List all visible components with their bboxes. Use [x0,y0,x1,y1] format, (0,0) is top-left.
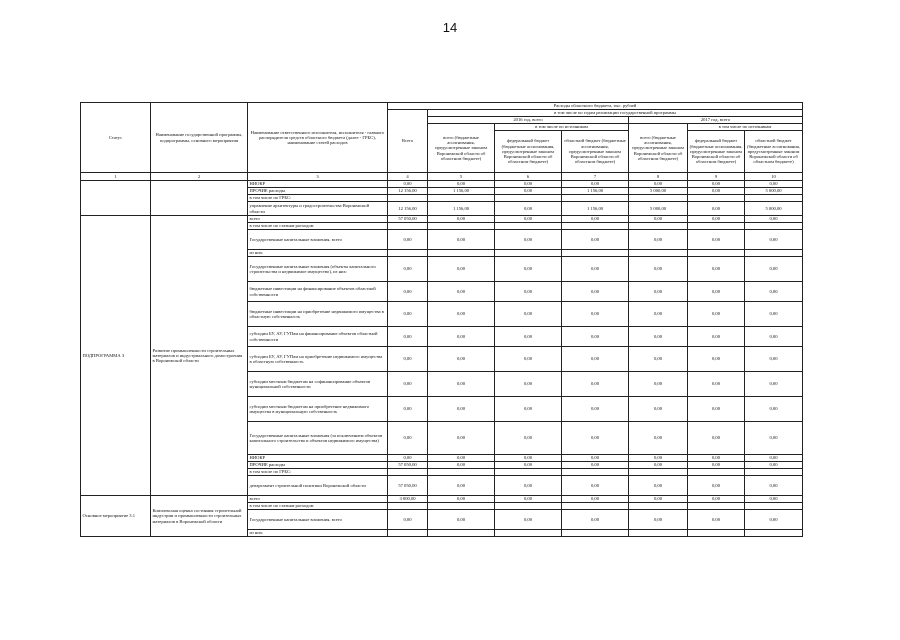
amount-cell [629,530,688,537]
header-status: Статус [81,103,151,173]
amount-cell: 0,00 [388,230,428,250]
amount-cell [428,503,495,510]
amount-cell: 3 000,00 [388,496,428,503]
amount-cell: 0,00 [495,302,562,327]
amount-cell [428,469,495,476]
amount-cell: 0,00 [562,181,629,188]
amount-cell: 0,00 [745,422,803,455]
amount-cell [688,530,745,537]
amount-cell [562,530,629,537]
header-2017-subtotal: всего (бюджетные ассигнования, предусмотренные законом Воронежской области об областном бюджете) [629,124,688,173]
amount-cell: 0,00 [388,510,428,530]
amount-cell: 0,00 [388,397,428,422]
amount-cell: 0,00 [428,257,495,282]
amount-cell [629,195,688,202]
status-cell: ПОДПРОГРАММА 3 [81,216,151,496]
expense-label-cell: субсидии БУ, АУ, ГУПам на приобретение недвижимого имущества в областную собственность [248,347,388,372]
expense-label-cell: Государственные капитальные вложения (за исключением объектов капитального строительства и объектов недвижимого имущества) [248,422,388,455]
amount-cell: 0,00 [428,455,495,462]
amount-cell: 0,00 [745,257,803,282]
amount-cell [629,250,688,257]
expense-label-cell: в том числе по статьям расходов: [248,503,388,510]
amount-cell: 0,00 [745,327,803,347]
amount-cell: 0,00 [629,181,688,188]
amount-cell: 0,00 [745,476,803,496]
amount-cell [745,530,803,537]
column-number: 1 [81,173,151,181]
amount-cell: 0,00 [428,496,495,503]
expense-label-cell: в том числе по статьям расходов: [248,223,388,230]
expense-label-cell: в том числе по ГРБС: [248,195,388,202]
amount-cell: 0,00 [745,455,803,462]
amount-cell: 0,00 [495,327,562,347]
amount-cell [495,530,562,537]
program-name-cell: Комплексная оценка состояния строительной индустрии и промышленности строительных материалов в Воронежской области [151,496,248,537]
column-number: 10 [745,173,803,181]
amount-cell: 0,00 [428,282,495,302]
amount-cell: 0,00 [562,230,629,250]
column-number: 5 [428,173,495,181]
header-2017-by-sources: в том числе по источникам [688,124,803,131]
header-executor-name: Наименование ответственного исполнителя, исполнителя - главного распорядителя средств областного бюджета (далее - ГРБС), наименование статей расходов [248,103,388,173]
amount-cell [629,469,688,476]
amount-cell: 0,00 [688,347,745,372]
header-budget-title: Расходы областного бюджета, тыс. рублей [388,103,803,110]
amount-cell: 0,00 [745,397,803,422]
amount-cell: 0,00 [562,476,629,496]
amount-cell [688,250,745,257]
header-2017-federal: федеральный бюджет (бюджетные ассигнования, предусмотренные законом Воронежской области об областном бюджете) [688,131,745,173]
expense-label-cell: субсидии БУ, АУ, ГУПам на финансирование объектов областной собственности [248,327,388,347]
amount-cell [428,530,495,537]
amount-cell: 0,00 [745,181,803,188]
amount-cell: 5 000,00 [629,202,688,216]
amount-cell: 0,00 [495,462,562,469]
amount-cell [388,469,428,476]
column-number: 2 [151,173,248,181]
amount-cell: 0,00 [629,397,688,422]
amount-cell: 0,00 [688,510,745,530]
amount-cell: 0,00 [562,327,629,347]
amount-cell: 0,00 [629,327,688,347]
amount-cell [562,195,629,202]
expense-label-cell: департамент строительной политики Воронежской области [248,476,388,496]
amount-cell [428,195,495,202]
amount-cell: 0,00 [688,476,745,496]
amount-cell [495,469,562,476]
amount-cell [688,195,745,202]
column-number: 8 [629,173,688,181]
header-2016-subtotal: всего (бюджетные ассигнования, предусмотренные законом Воронежской области об областном бюджете) [428,124,495,173]
amount-cell: 0,00 [428,302,495,327]
amount-cell [562,223,629,230]
amount-cell: 0,00 [562,422,629,455]
amount-cell: 0,00 [495,397,562,422]
amount-cell: 0,00 [688,181,745,188]
amount-cell: 0,00 [745,230,803,250]
amount-cell [388,250,428,257]
amount-cell: 0,00 [629,216,688,223]
amount-cell: 0,00 [562,510,629,530]
amount-cell: 0,00 [388,282,428,302]
amount-cell: 0,00 [629,510,688,530]
header-2016-regional: областной бюджет (бюджетные ассигнования, предусмотренные законом Воронежской области об областном бюджете) [562,131,629,173]
amount-cell: 0,00 [388,181,428,188]
amount-cell: 0,00 [495,476,562,496]
amount-cell: 0,00 [688,327,745,347]
amount-cell: 0,00 [629,302,688,327]
amount-cell: 0,00 [428,510,495,530]
amount-cell: 0,00 [688,422,745,455]
column-number-row [81,173,803,181]
amount-cell: 0,00 [688,202,745,216]
amount-cell: 0,00 [688,216,745,223]
amount-cell [688,223,745,230]
amount-cell: 0,00 [688,302,745,327]
expense-label-cell: всего [248,216,388,223]
amount-cell [745,250,803,257]
amount-cell: 0,00 [495,188,562,195]
amount-cell [495,250,562,257]
amount-cell: 0,00 [562,372,629,397]
amount-cell: 0,00 [388,327,428,347]
amount-cell: 1 156,00 [562,188,629,195]
amount-cell: 0,00 [629,347,688,372]
amount-cell: 0,00 [629,282,688,302]
program-name-cell [151,181,248,216]
amount-cell: 5 000,00 [629,188,688,195]
column-number: 4 [388,173,428,181]
program-name-cell: Развитие промышленности строительных материалов и индустриального домостроения в Воронежской области [151,216,248,496]
amount-cell: 12 156,00 [388,202,428,216]
amount-cell: 0,00 [562,462,629,469]
status-cell [81,181,151,216]
amount-cell: 0,00 [495,372,562,397]
amount-cell: 0,00 [629,422,688,455]
amount-cell: 57 050,00 [388,462,428,469]
amount-cell: 0,00 [629,496,688,503]
amount-cell: 0,00 [562,347,629,372]
amount-cell: 5 000,00 [745,202,803,216]
amount-cell [688,503,745,510]
expense-label-cell: субсидии местным бюджетам на приобретение недвижимого имущества в муниципальную собственность [248,397,388,422]
expense-label-cell: в том числе по ГРБС: [248,469,388,476]
expense-label-cell: НИОКР [248,455,388,462]
amount-cell: 0,00 [428,372,495,397]
column-number: 6 [495,173,562,181]
expense-label-cell: Государственные капитальные вложения, всего [248,510,388,530]
column-number: 9 [688,173,745,181]
amount-cell: 0,00 [562,282,629,302]
amount-cell: 0,00 [388,455,428,462]
amount-cell: 0,00 [629,230,688,250]
amount-cell: 0,00 [688,230,745,250]
amount-cell: 0,00 [495,510,562,530]
expense-label-cell: Государственные капитальные вложения (объекты капитального строительства и недвижимое имущество), из них: [248,257,388,282]
table-row [81,496,803,503]
amount-cell: 0,00 [495,455,562,462]
table-row [81,216,803,223]
amount-cell: 0,00 [629,455,688,462]
expense-label-cell: НИОКР [248,181,388,188]
amount-cell: 0,00 [745,462,803,469]
expense-label-cell: из них: [248,530,388,537]
amount-cell: 0,00 [388,347,428,372]
amount-cell: 0,00 [745,496,803,503]
amount-cell: 0,00 [688,397,745,422]
amount-cell [562,250,629,257]
amount-cell: 0,00 [495,347,562,372]
amount-cell: 0,00 [745,372,803,397]
amount-cell [745,223,803,230]
amount-cell: 5 000,00 [745,188,803,195]
amount-cell [688,469,745,476]
amount-cell: 0,00 [495,230,562,250]
amount-cell: 0,00 [562,302,629,327]
amount-cell: 0,00 [428,462,495,469]
amount-cell: 0,00 [562,455,629,462]
amount-cell: 0,00 [629,257,688,282]
page-number: 14 [442,20,458,35]
amount-cell: 0,00 [495,181,562,188]
amount-cell: 0,00 [629,462,688,469]
amount-cell: 0,00 [388,422,428,455]
amount-cell [745,469,803,476]
amount-cell: 0,00 [428,422,495,455]
amount-cell [629,503,688,510]
header-program-name: Наименование государственной программы, подпрограммы, основного мероприятия [151,103,248,173]
amount-cell [388,223,428,230]
amount-cell [428,250,495,257]
header-by-years: в том числе по годам реализации государственной программы [428,110,803,117]
amount-cell: 1 156,00 [562,202,629,216]
amount-cell: 0,00 [562,496,629,503]
table-header [81,103,803,181]
amount-cell: 0,00 [688,282,745,302]
amount-cell: 0,00 [562,216,629,223]
amount-cell: 0,00 [562,257,629,282]
amount-cell: 0,00 [688,257,745,282]
amount-cell [388,195,428,202]
amount-cell: 0,00 [745,282,803,302]
amount-cell: 0,00 [388,257,428,282]
expense-label-cell: субсидии местным бюджетам на софинансирование объектов муниципальной собственности [248,372,388,397]
amount-cell: 12 156,00 [388,188,428,195]
amount-cell: 0,00 [388,372,428,397]
amount-cell: 0,00 [629,372,688,397]
amount-cell: 0,00 [428,181,495,188]
amount-cell: 0,00 [428,327,495,347]
header-total: Всего [388,110,428,173]
amount-cell [388,503,428,510]
column-number: 7 [562,173,629,181]
amount-cell: 0,00 [495,282,562,302]
amount-cell: 0,00 [495,496,562,503]
amount-cell: 57 050,00 [388,216,428,223]
expense-label-cell: Государственные капитальные вложения, всего [248,230,388,250]
amount-cell: 0,00 [495,422,562,455]
expense-label-cell: из них: [248,250,388,257]
amount-cell: 0,00 [688,455,745,462]
header-2016-federal: федеральный бюджет (бюджетные ассигнования, предусмотренные законом Воронежской области об областном бюджете) [495,131,562,173]
amount-cell: 0,00 [629,476,688,496]
amount-cell: 0,00 [428,476,495,496]
table-row [81,181,803,188]
amount-cell: 0,00 [428,347,495,372]
amount-cell: 0,00 [428,397,495,422]
header-2017-regional: областной бюджет (бюджетные ассигнования, предусмотренные законом Воронежской области об областном бюджете) [745,131,803,173]
amount-cell: 0,00 [688,372,745,397]
amount-cell [388,530,428,537]
amount-cell [745,503,803,510]
amount-cell: 0,00 [495,216,562,223]
amount-cell: 0,00 [688,462,745,469]
column-number: 3 [248,173,388,181]
amount-cell: 1 156,00 [428,188,495,195]
amount-cell: 0,00 [428,216,495,223]
expense-label-cell: управление архитектуры и градостроительства Воронежской области [248,202,388,216]
amount-cell: 0,00 [562,397,629,422]
amount-cell: 0,00 [745,302,803,327]
amount-cell: 0,00 [745,510,803,530]
amount-cell: 1 156,00 [428,202,495,216]
budget-table [80,102,803,537]
amount-cell: 57 050,00 [388,476,428,496]
expense-label-cell: всего [248,496,388,503]
header-year-2016: 2016 год, всего [428,117,629,124]
amount-cell [495,195,562,202]
table-body [81,181,803,537]
amount-cell: 0,00 [688,496,745,503]
amount-cell: 0,00 [388,302,428,327]
expense-label-cell: ПРОЧИЕ расходы [248,462,388,469]
expense-label-cell: бюджетные инвестиции на финансирование объектов областной собственности [248,282,388,302]
expense-label-cell: бюджетные инвестиции на приобретение недвижимого имущества в областную собственность [248,302,388,327]
amount-cell: 0,00 [495,202,562,216]
amount-cell: 0,00 [495,257,562,282]
amount-cell [562,469,629,476]
amount-cell [629,223,688,230]
header-year-2017: 2017 год, всего [629,117,803,124]
amount-cell [745,195,803,202]
amount-cell [495,223,562,230]
amount-cell: 0,00 [428,230,495,250]
status-cell: Основное мероприятие 3.1 [81,496,151,537]
amount-cell [495,503,562,510]
amount-cell: 0,00 [688,188,745,195]
amount-cell: 0,00 [745,216,803,223]
amount-cell: 0,00 [745,347,803,372]
header-2016-by-sources: в том числе по источникам [495,124,629,131]
expense-label-cell: ПРОЧИЕ расходы [248,188,388,195]
amount-cell [428,223,495,230]
amount-cell [562,503,629,510]
